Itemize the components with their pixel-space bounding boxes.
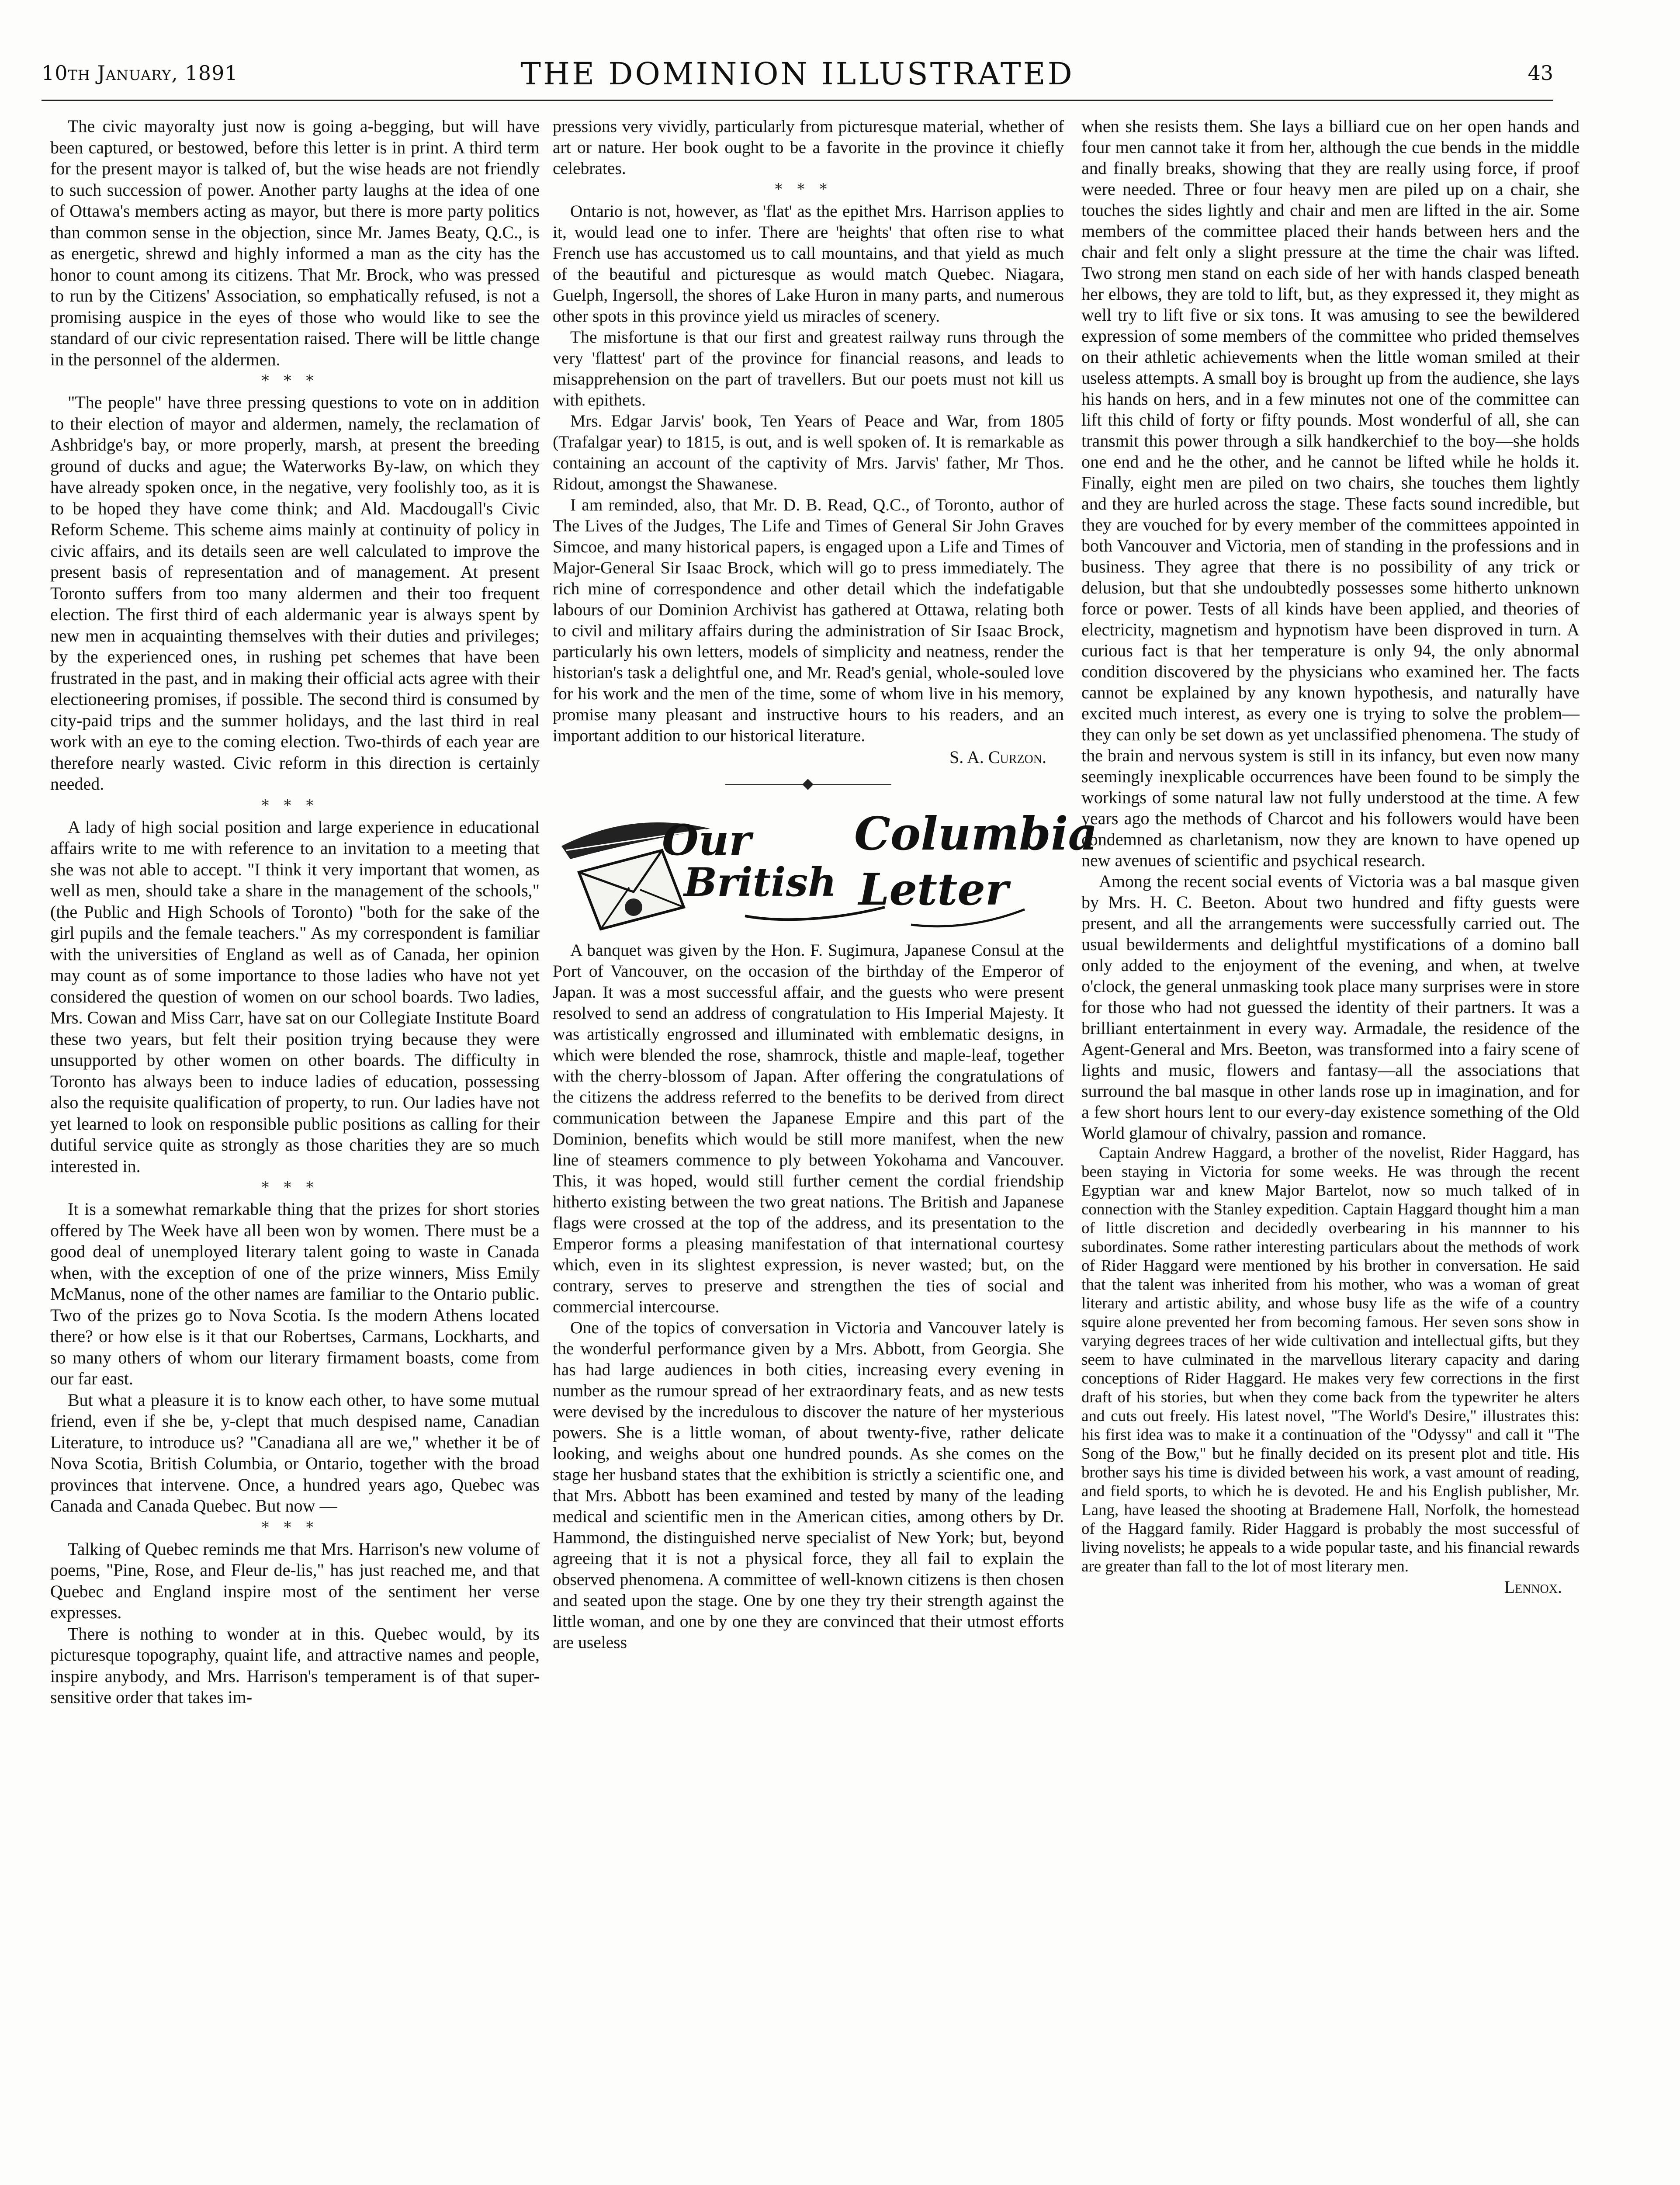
article-paragraph: The civic mayoralty just now is going a-begging, but will have been captured, or bestowed, before this letter is in print. A third term for the present mayor is talked of, but the wise heads are not friendly to such succession of power. Another party laughs at the idea of one of Ottawa's members acting as mayor, but there is more party politics than common sense in the objection, since Mr. James Beaty, Q.C., is as energetic, shrewd and highly informed a man as the city has the honor to count among its citizens. That Mr. Brock, who was pressed to run by the Citizens' Association, so emphatically refused, is not a promising auspice in the eyes of those who would like to see the standard of our civic representation raised. There will be little change in the personnel of the aldermen. [50,116,540,369]
page-header [42,48,1553,109]
article-paragraph: "The people" have three pressing questions to vote on in addition to their election of mayor and aldermen, namely, the reclamation of Ashbridge's bay, or more properly, marsh, at present the breeding ground of ducks and ague; the Waterworks By-law, on which they have already spoken once, in the negative, very foolishly too, as it is to be hoped they have come think; and Ald. Macdougall's Civic Reform Scheme. This scheme aims mainly at continuity of policy in civic affairs, and its details seen are well calculated to improve the present basis of representation and of management. At present Toronto suffers from too many aldermen and their too frequent election. The first third of each aldermanic year is always spent by new men in acquainting themselves with their duties and privileges; by the experienced ones, in rushing pet schemes that have been frustrated in the past, and in making their official acts agree with their electioneering promises, if possible. The second third is consumed by city-paid trips and the summer holidays, and the last third in real work with an eye to the coming election. Two-thirds of each year are therefore nearly wasted. Civic reform in this direction is certainly needed. [50,392,540,794]
british-columbia-letter-logo [553,798,1098,933]
section-break-stars: *** [775,180,842,198]
article-paragraph: A banquet was given by the Hon. F. Sugimura, Japanese Consul at the Port of Vancouver, on the occasion of the birthday of the Emperor of Japan. It was a most successful affair, and the guests who were present resolved to send an address of congratulation to His Imperial Majesty. It was artistically engrossed and illuminated with emblematic designs, in which were blended the rose, shamrock, thistle and maple-leaf, together with the cherry-blossom of Japan. After offering the congratulations of the citizens the address referred to the benefits to be derived from direct communication between the Japanese Empire and this part of the Dominion, benefits which would be still more manifest, when the new line of steamers commence to ply between Yokohama and Vancouver. This, it was hoped, would still further cement the cordial friendship hitherto existing between the two great nations. The British and Japanese flags were crossed at the top of the address, and its presentation to the Emperor forms a pleasing manifestation of that international courtesy which, even in its slightest expression, is never wasted; but, on the contrary, serves to preserve and strengthen the ties of social and commercial intercourse. [553,940,1064,1316]
article-paragraph: But what a pleasure it is to know each other, to have some mutual friend, even if she be, y-clept that much despised name, Canadian Literature, to introduce us? "Canadiana all are we," whether it be of Nova Scotia, British Columbia, or Ontario, together with the broad provinces that intervene. Once, a hundred years ago, Quebec was Canada and Canada Quebec. But now — [50,1390,540,1516]
page-number: 43 [1528,61,1553,85]
divider-diamond [802,779,813,790]
article-paragraph: pressions very vividly, particularly from picturesque material, whether of art or nature. Her book ought to be a favorite in the province it chiefly celebrates. [553,117,1064,178]
column-2 [553,116,1098,1653]
divider-ornament [553,776,1064,794]
article-paragraph: Mrs. Edgar Jarvis' book, Ten Years of Peace and War, from 1805 (Trafalgar year) to 1815, is out, and is well spoken of. It is remarkable as containing an account of the captivity of Mrs. Jarvis' father, Mr Thos. Ridout, amongst the Shawanese. [553,411,1064,493]
article-paragraph: A lady of high social position and large experience in educational affairs write to me with reference to an invitation to a meeting that she was not able to accept. "I think it very important that women, as well as men, should take a share in the management of the schools," (the Public and High Schools of Toronto) "both for the sake of the girl pupils and the female teachers." As my correspondent is familiar with the universities of England as well as of Canada, her opinion may count as of some importance to those ladies who have not yet considered the question of women on our school boards. Two ladies, Mrs. Cowan and Miss Carr, have sat on our Collegiate Institute Board these two years, but felt their position trying because they were unsupported by other women on other boards. The difficulty in Toronto has always been to induce ladies of education, possessing also the requisite qualification of property, to run. Our ladies have not yet learned to look on responsible public positions as calling for their dutiful service quite as strongly as those charities they are so much interested in. [50,817,540,1176]
article-paragraph: Captain Andrew Haggard, a brother of the novelist, Rider Haggard, has been staying in Victoria for some weeks. He was through the recent Egyptian war and knew Major Bartelot, now so much talked of in connection with the Stanley expedition. Captain Haggard thought him a man of little discretion and decidedly overbearing in his mannner to his subordinates. Some rather interesting particulars about the methods of work of Rider Haggard were mentioned by his brother in conversation. He said that the talent was inherited from his mother, who was a woman of great literary and artistic ability, and whose busy life as the wife of a country squire alone prevented her from becoming famous. Her seven sons show in varying degrees traces of her wide cultivation and intellectual gifts, but they seem to have culminated in the marvellous literary capacity and daring conceptions of Rider Haggard. He makes very few corrections in the first draft of his stories, but when they come back from the typewriter he alters and cuts out freely. His latest novel, "The World's Desire," illustrates this: his first idea was to make it a continuation of the "Odyssy" and call it "The Song of the Bow," but he finally decided on its present plot and title. His brother says his time is divided between his work, a vast amount of reading, and field sports, to which he is devoted. He and his English publisher, Mr. Lang, have leased the shooting at Brademene Hall, Norfolk, the homestead of the Haggard family. Rider Haggard is probably the most successful of living novelists; he appeals to a wide popular taste, and his financial rewards are greater than fall to the lot of most literary men. [1081,1144,1580,1575]
article-paragraph: when she resists them. She lays a billiard cue on her open hands and four men cannot take it from her, although the cue bends in the middle and finally breaks, showing that they are really using force, if proof were needed. Three or four heavy men are piled up on a chair, she touches the sides lightly and chair and men are lifted in the air. Some members of the committee placed their hands between hers and the chair and felt only a slight pressure at the time the chair was lifted. Two strong men stand on each side of her with hands clasped beneath her elbows, they are told to lift, but, as they expressed it, they might as well try to lift five or six tons. It was amusing to see the bewildered expression of some members of the committee who prided themselves on their athletic achievements when the little woman smiled at their useless attempts. A small boy is brought up from the audience, she lays his hands on hers, and in a few minutes not one of the committee can lift this child of forty or fifty pounds. Most wonderful of all, she can transmit this power through a silk handkerchief to the boy—she holds one end and he the other, and he cannot be lifted while he holds it. Finally, eight men are piled on two chairs, she touches them lightly and they are hurled across the stage. These facts sound incredible, but they are vouched for by every member of the committees appointed in both Vancouver and Victoria, men of standing in the professions and in business. They agree that there is no possibility of any trick or delusion, but that she undoubtedly possesses some hitherto unknown force or power. Tests of all kinds have been applied, and theories of electricity, magnetism and hypnotism have been disproved in turn. A curious fact is that her temperature is only 94, the only abnormal condition discovered by the physicians who examined her. The facts cannot be explained by any known hypothesis, and naturally have excited much interest, as every one is trying to solve the problem—they can only be set down as yet unclassified phenomena. The study of the brain and nervous system is still in its infancy, but even now many seemingly inexplicable occurrences have been found to be simply the workings of some natural law not fully understood at the time. A few years ago the methods of Charcot and his followers would have been condemned as charletanism, now they are known to have opened up new avenues of scientific and psychical research. [1081,116,1580,870]
logo-word: British [684,859,837,905]
logo-word: Our [662,815,751,865]
author-signature: Lennox. [1504,1577,1562,1597]
small-type-section [1081,1144,1580,1576]
article-paragraph: One of the topics of conversation in Victoria and Vancouver lately is the wonderful performance given by a Mrs. Abbott, from Georgia. She has had large audiences in both cities, increasing every evening in number as the rumour spread of her extraordinary feats, and as new tests were devised by the incredulous to discover the nature of her mysterious powers. She is a little woman, of about twenty-five, rather delicate looking, and weighs about one hundred pounds. As she comes on the stage her husband states that the exhibition is strictly a scientific one, and that Mrs. Abbott has been examined and tested by many of the leading medical and scientific men in the American cities, among others by Dr. Hammond, the distinguished nerve specialist of New York; but, beyond agreeing that it is not a physical force, they all fail to explain the observed phenomena. A committee of well-known citizens is then chosen and seated upon the stage. One by one they try their strength against the little woman, and one by one they are convinced that their utmost efforts are useless [553,1318,1064,1652]
article-paragraph: Among the recent social events of Victoria was a bal masque given by Mrs. H. C. Beeton. About two hundred and fifty guests were present, and all the arrangements were successfully carried out. The usual bewilderments and delightful mystifications of a domino ball only added to the enjoyment of the evening, and when, at twelve o'clock, the general unmasking took place many surprises were in store for those who had not guessed the identity of their partners. It was a brilliant entertainment in every way. Armadale, the residence of the Agent-General and Mrs. Beeton, was transformed into a fairy scene of lights and music, flowers and fantasy—all the associations that surround the bal masque in other lands rose up in imagination, and for a few short hours lent to our every-day existence something of the Old World glamour of chivalry, passion and romance. [1081,871,1580,1143]
article-paragraph: Talking of Quebec reminds me that Mrs. Harrison's new volume of poems, "Pine, Rose, and Fleur de-lis," has just reached me, and that Quebec and England inspire most of the sentiment her verse expresses. [50,1539,540,1622]
masthead-title: THE DOMINION ILLUSTRATED [520,56,1074,92]
logo-word: Letter [859,864,1008,915]
article-paragraph: It is a somewhat remarkable thing that the prizes for short stories offered by The Week have all been won by women. There must be a good deal of unemployed literary talent going to waste in Canada when, with the exception of one of the prize winners, Miss Emily McManus, none of the other names are familiar to the Ontario public. Two of the prizes go to Nova Scotia. Is the modern Athens located there? or how else is it that our Robertses, Carmans, Lockharts, and so many others of whom our literary firmament boasts, come from our far east. [50,1199,540,1388]
article-paragraph: There is nothing to wonder at in this. Quebec would, by its picturesque topography, quaint life, and attractive names and people, inspire anybody, and Mrs. Harrison's temperament is of that super-sensitive order that takes im- [50,1623,540,1707]
header-rule [42,100,1553,101]
section-break-stars: *** [261,1518,329,1536]
logo-word: Columbia [854,807,1098,860]
section-break-stars: *** [261,1179,329,1196]
section-break-stars: *** [261,372,329,389]
column-1 [50,116,540,1708]
article-paragraph: The misfortune is that our first and greatest railway runs through the very 'flattest' part of the province for financial reasons, and leads to misapprehension on the part of travellers. But our poets must not kill us with epithets. [553,327,1064,409]
author-signature: S. A. Curzon. [949,747,1046,767]
issue-date: 10th January, 1891 [42,61,238,85]
section-break-stars: *** [261,796,329,814]
article-paragraph: Ontario is not, however, as 'flat' as the epithet Mrs. Harrison applies to it, would lead one to infer. There are 'heights' that often rise to what French use has accustomed us to call mountains, and that yield as much of the beautiful and picturesque as would match Quebec. Niagara, Guelph, Ingersoll, the shores of Lake Huron in many parts, and numerous other spots in this province yield us miracles of scenery. [553,201,1064,326]
article-paragraph: I am reminded, also, that Mr. D. B. Read, Q.C., of Toronto, author of The Lives of the Judges, The Life and Times of General Sir John Graves Simcoe, and many historical papers, is engaged upon a Life and Times of Major-General Sir Isaac Brock, which will go to press immediately. The rich mine of correspondence and other detail which the indefatigable labours of our Dominion Archivist has gathered at Ottawa, relating both to civil and military affairs during the administration of Sir Isaac Brock, particularly his own letters, models of simplicity and neatness, render the historian's task a delightful one, and Mr. Read's genial, whole-souled love for his work and the men of the time, some of whom live in his memory, promise many pleasant and instructive hours to his readers, and an important addition to our historical literature. [553,495,1064,745]
column-3 [1081,116,1580,1597]
